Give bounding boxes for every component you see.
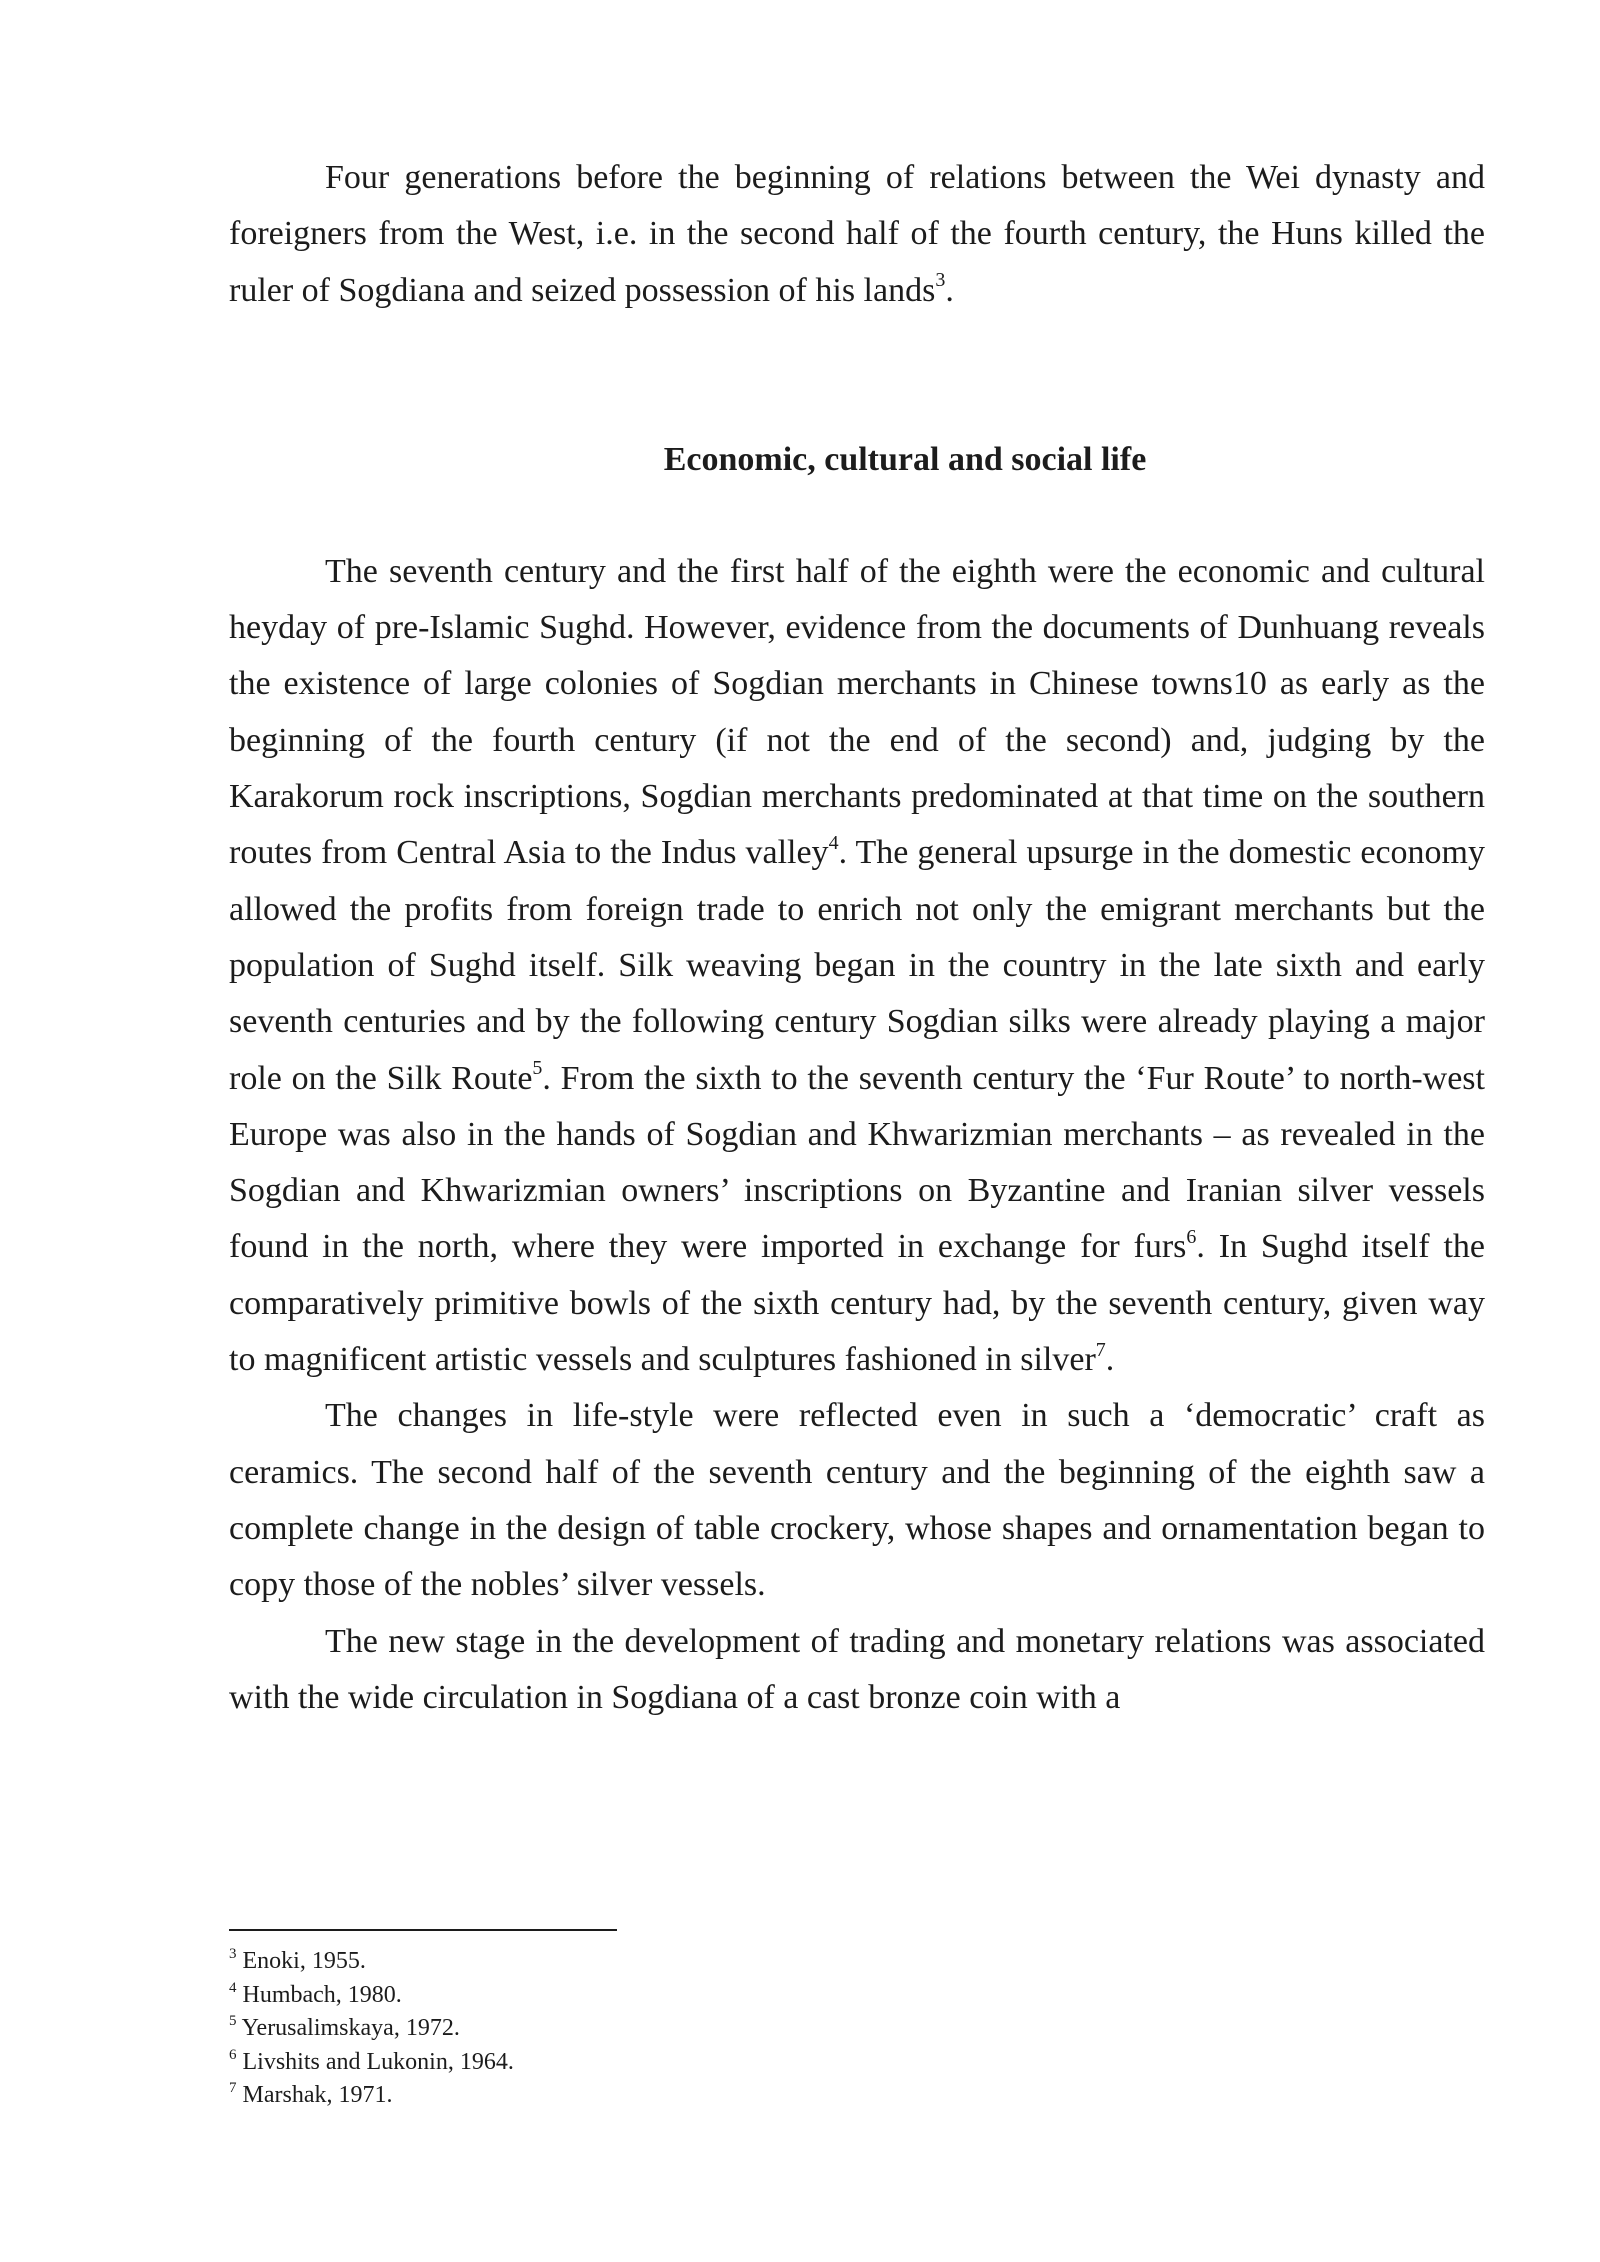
footnote-item: [229, 2046, 1485, 2080]
document-body: [229, 150, 1485, 1726]
footnote-item: [229, 2012, 1485, 2046]
footnote-item: [229, 1979, 1485, 2013]
paragraph-monetary-relations: The new stage in the development of trading and monetary relations was associated with the wide circulation in Sogdiana of a cast bronze coin with a: [229, 1622, 1485, 1716]
footnote-number: 6: [229, 2046, 237, 2063]
footnotes-section: [229, 1929, 1485, 2113]
intro-paragraph: [229, 150, 1485, 319]
footnote-reference[interactable]: 3: [935, 269, 946, 292]
footnote-reference[interactable]: 5: [532, 1057, 543, 1080]
paragraph-text: . In Sughd itself the comparatively primitive bowls of the sixth century had, by the seventh century, given way to magnificent artistic vessels and sculptures fashioned in silver: [229, 1228, 1485, 1379]
paragraph-text: . From the sixth to the seventh century the ‘Fur Route’ to north-west Europe was also in the hands of Sogdian and Khwarizmian merchants – as revealed in the Sogdian and Khwarizmian owners’ inscriptions on Byzantine and Iranian silver vessels found in the north, where they were imported in exchange for furs: [229, 1059, 1485, 1266]
paragraph-text: .: [945, 271, 954, 309]
footnote-text: Humbach, 1980.: [236, 1981, 402, 2008]
section-spacer: [229, 488, 1485, 544]
footnote-item: [229, 1945, 1485, 1979]
footnote-item: [229, 2079, 1485, 2113]
paragraph-text: The seventh century and the first half of the eighth were the economic and cultural heyday of pre-Islamic Sughd. However, evidence from the documents of Dunhuang reveals the existence of large colonies of Sogdian merchants in Chinese towns10 as early as the beginning of the fourth century (if not the end of the second) and, judging by the Karakorum rock inscriptions, Sogdian merchants predominated at that time on the southern routes from Central Asia to the Indus valley: [229, 552, 1485, 872]
section-spacer: [229, 319, 1485, 432]
footnote-reference[interactable]: 6: [1186, 1226, 1197, 1249]
paragraph-text: .: [1105, 1341, 1115, 1379]
paragraph-economic-heyday: [229, 544, 1485, 1388]
footnote-number: 7: [229, 2080, 237, 2096]
paragraph-ceramics: The changes in life-style were reflected even in such a ‘democratic’ craft as ceramics. The second half of the seventh century and the beginning of the eighth saw a complete change in the design of table crockery, whose shapes and ornamentation began to copy those of the nobles’ silver vessels.: [229, 1397, 1485, 1604]
section-heading: Economic, cultural and social life: [663, 440, 1147, 478]
footnote-text: Livshits and Lukonin, 1964.: [236, 2048, 514, 2075]
footnote-number: 4: [229, 1979, 237, 1996]
footnote-reference[interactable]: 7: [1095, 1338, 1106, 1361]
paragraph-text: . The general upsurge in the domestic economy allowed the profits from foreign trade to enrich not only the emigrant merchants but the population of Sughd itself. Silk weaving began in the country in the late sixth and early seventh centuries and by the following century Sogdian silks were already playing a major role on the Silk Route: [229, 834, 1485, 1097]
footnote-text: Enoki, 1955.: [236, 1948, 366, 1974]
footnote-text: Marshak, 1971.: [236, 2082, 393, 2108]
footnote-reference[interactable]: 4: [828, 832, 839, 855]
footnote-number: 3: [229, 1946, 237, 1962]
paragraph-text: Four generations before the beginning of relations between the Wei dynasty and foreigners from the West, i.e. in the second half of the fourth century, the Huns killed the ruler of Sogdiana and seized possession of his lands: [229, 159, 1485, 309]
footnote-text: Yerusalimskaya, 1972.: [236, 2015, 460, 2041]
footnote-number: 5: [229, 2013, 237, 2029]
footnote-divider: [229, 1929, 617, 1931]
